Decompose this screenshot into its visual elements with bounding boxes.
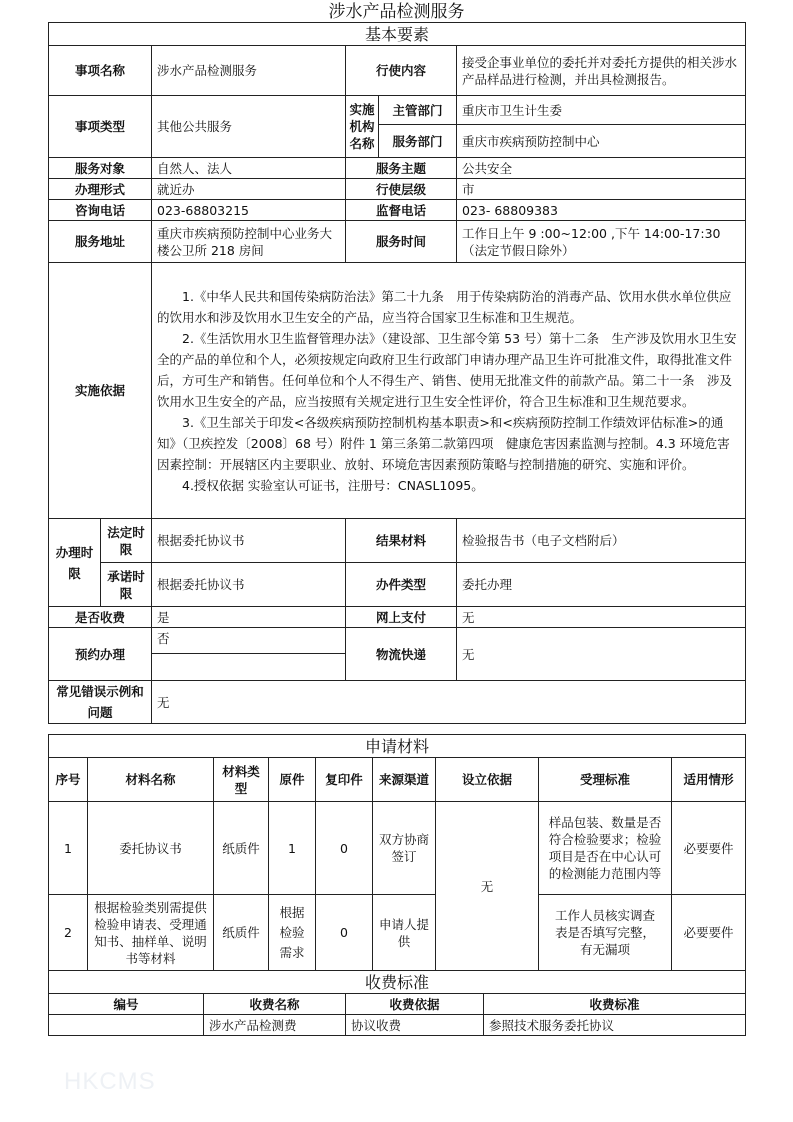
basic-elements-table: [48, 22, 746, 724]
exercise-content-label: 行使内容: [346, 46, 457, 96]
materials-table: [48, 734, 746, 971]
table-row: [49, 1015, 746, 1036]
result-value: 检验报告书（电子文档附后）: [457, 519, 746, 563]
row-1-type: 纸质件: [214, 802, 269, 895]
dept-label: 主管部门: [379, 96, 457, 125]
time-label: 服务时间: [346, 221, 457, 263]
col-header-copy: 复印件: [316, 758, 373, 802]
col-header-case: 适用情形: [672, 758, 746, 802]
basis-text: [152, 263, 746, 519]
row-1-case: 必要要件: [672, 802, 746, 895]
handle-label: 办理形式: [49, 179, 152, 200]
theme-label: 服务主题: [346, 158, 457, 179]
exercise-content-value: 接受企事业单位的委托并对委托方提供的相关涉水产品样品进行检测，并出具检测报告。: [457, 46, 746, 96]
basis-item-2: 2.《生活饮用水卫生监督管理办法》（建设部、卫生部令第 53 号）第十二条 生产涉及饮用水卫生安全的产品的单位和个人，必须按规定向政府卫生行政部门申请办理产品卫生许可批准文件，取得批准文件后，方可生产和销售。任何单位和个人不得生产、销售、使用无批准文件的前款产品。第二十一条 涉及饮用水卫生安全的产品，应当按照有关规定进行卫生安全性评价，符合卫生标准和卫生规范要求。: [157, 330, 737, 409]
row-1-copy: 0: [316, 802, 373, 895]
row-1-original: 1: [269, 802, 316, 895]
fee-label: 是否收费: [49, 607, 152, 628]
phone-label: 咨询电话: [49, 200, 152, 221]
logistics-label: 物流快递: [346, 628, 457, 681]
booking-blank-cell: [152, 654, 346, 681]
booking-value: 否: [152, 628, 346, 654]
row-2-name: 根据检验类别需提供检验申请表、受理通知书、抽样单、说明书等材料: [88, 895, 214, 971]
online-pay-value: 无: [457, 607, 746, 628]
item-type-label: 事项类型: [49, 96, 152, 158]
faq-label: 常见错误示例和问题: [49, 681, 152, 724]
handle-value: 就近办: [152, 179, 346, 200]
supervise-value: 023- 68809383: [457, 200, 746, 221]
type-value: 委托办理: [457, 563, 746, 607]
basis-item-3: 3.《卫生部关于印发<各级疾病预防控制机构基本职责>和<疾病预防控制工作绩效评估标准>的通知》（卫疾控发〔2008〕68 号）附件 1 第三条第二款第四项 健康危害因素监测与控制。4.3 环境危害因素控制：开展辖区内主要职业、放射、环境危害因素预防策略与控制措施的研究、实施和评价。: [157, 414, 730, 472]
item-type-value: 其他公共服务: [152, 96, 346, 158]
dept-value: 重庆市卫生计生委: [457, 96, 746, 125]
supervise-label: 监督电话: [346, 200, 457, 221]
row-2-original: 根据检验需求: [269, 895, 316, 971]
section-title-basic: 基本要素: [49, 23, 746, 46]
col-header-original: 原件: [269, 758, 316, 802]
row-1-name: 委托协议书: [88, 802, 214, 895]
basis-item-1: 1.《中华人民共和国传染病防治法》第二十九条 用于传染病防治的消毒产品、饮用水供水单位供应的饮用水和涉及饮用水卫生安全的产品，应当符合国家卫生标准和卫生规范。: [157, 288, 732, 325]
row-2-case: 必要要件: [672, 895, 746, 971]
col-header-basis: 设立依据: [436, 758, 539, 802]
page-title: 涉水产品检测服务: [328, 2, 465, 22]
time-value: 工作日上午 9 :00~12:00 ,下午 14:00-17:30（法定节假日除外）: [457, 221, 746, 263]
section-title-fees: 收费标准: [49, 971, 746, 994]
row-2-no: 2: [49, 895, 88, 971]
col-header-standard: 受理标准: [539, 758, 672, 802]
basis-label: 实施依据: [49, 263, 152, 519]
faq-value: 无: [152, 681, 746, 724]
basis-shared: 无: [436, 802, 539, 971]
section-title-materials: 申请材料: [49, 735, 746, 758]
row-1-source: 双方协商签订: [373, 802, 436, 895]
legal-limit-value: 根据委托协议书: [152, 519, 346, 563]
table-row: [49, 802, 746, 895]
row-1-no: 1: [49, 802, 88, 895]
col-header-source: 来源渠道: [373, 758, 436, 802]
result-label: 结果材料: [346, 519, 457, 563]
row-2-copy: 0: [316, 895, 373, 971]
level-value: 市: [457, 179, 746, 200]
watermark: HKCMS: [64, 1068, 156, 1095]
target-label: 服务对象: [49, 158, 152, 179]
fee-row-basis: 协议收费: [346, 1015, 484, 1036]
address-value: 重庆市疾病预防控制中心业务大楼公卫所 218 房间: [152, 221, 346, 263]
fee-row-name: 涉水产品检测费: [204, 1015, 346, 1036]
fee-header-name: 收费名称: [204, 994, 346, 1015]
limit-label: 办理时限: [49, 519, 101, 607]
basis-item-4: 4.授权依据 实验室认可证书，注册号：CNASL1095。: [182, 477, 484, 493]
promise-limit-value: 根据委托协议书: [152, 563, 346, 607]
fee-row-standard: 参照技术服务委托协议: [484, 1015, 746, 1036]
type-label: 办件类型: [346, 563, 457, 607]
level-label: 行使层级: [346, 179, 457, 200]
item-name-value: 涉水产品检测服务: [152, 46, 346, 96]
target-value: 自然人、法人: [152, 158, 346, 179]
fee-row-no: [49, 1015, 204, 1036]
phone-value: 023-68803215: [152, 200, 346, 221]
legal-limit-label: 法定时限: [101, 519, 152, 563]
service-dept-label: 服务部门: [379, 125, 457, 158]
fees-table: [48, 970, 746, 1036]
booking-label: 预约办理: [49, 628, 152, 681]
address-label: 服务地址: [49, 221, 152, 263]
service-dept-value: 重庆市疾病预防控制中心: [457, 125, 746, 158]
col-header-no: 序号: [49, 758, 88, 802]
row-2-standard: 工作人员核实调查表是否填写完整，有无漏项: [539, 895, 672, 971]
logistics-value: 无: [457, 628, 746, 681]
fee-header-standard: 收费标准: [484, 994, 746, 1015]
fee-value: 是: [152, 607, 346, 628]
promise-limit-label: 承诺时限: [101, 563, 152, 607]
item-name-label: 事项名称: [49, 46, 152, 96]
col-header-name: 材料名称: [88, 758, 214, 802]
col-header-type: 材料类型: [214, 758, 269, 802]
fee-header-basis: 收费依据: [346, 994, 484, 1015]
fee-header-no: 编号: [49, 994, 204, 1015]
impl-org-label: 实施机构名称: [346, 96, 379, 158]
theme-value: 公共安全: [457, 158, 746, 179]
row-1-standard: 样品包装、数量是否符合检验要求；检验项目是否在中心认可的检测能力范围内等: [539, 802, 672, 895]
online-pay-label: 网上支付: [346, 607, 457, 628]
row-2-source: 申请人提供: [373, 895, 436, 971]
row-2-type: 纸质件: [214, 895, 269, 971]
table-row: [49, 895, 746, 971]
